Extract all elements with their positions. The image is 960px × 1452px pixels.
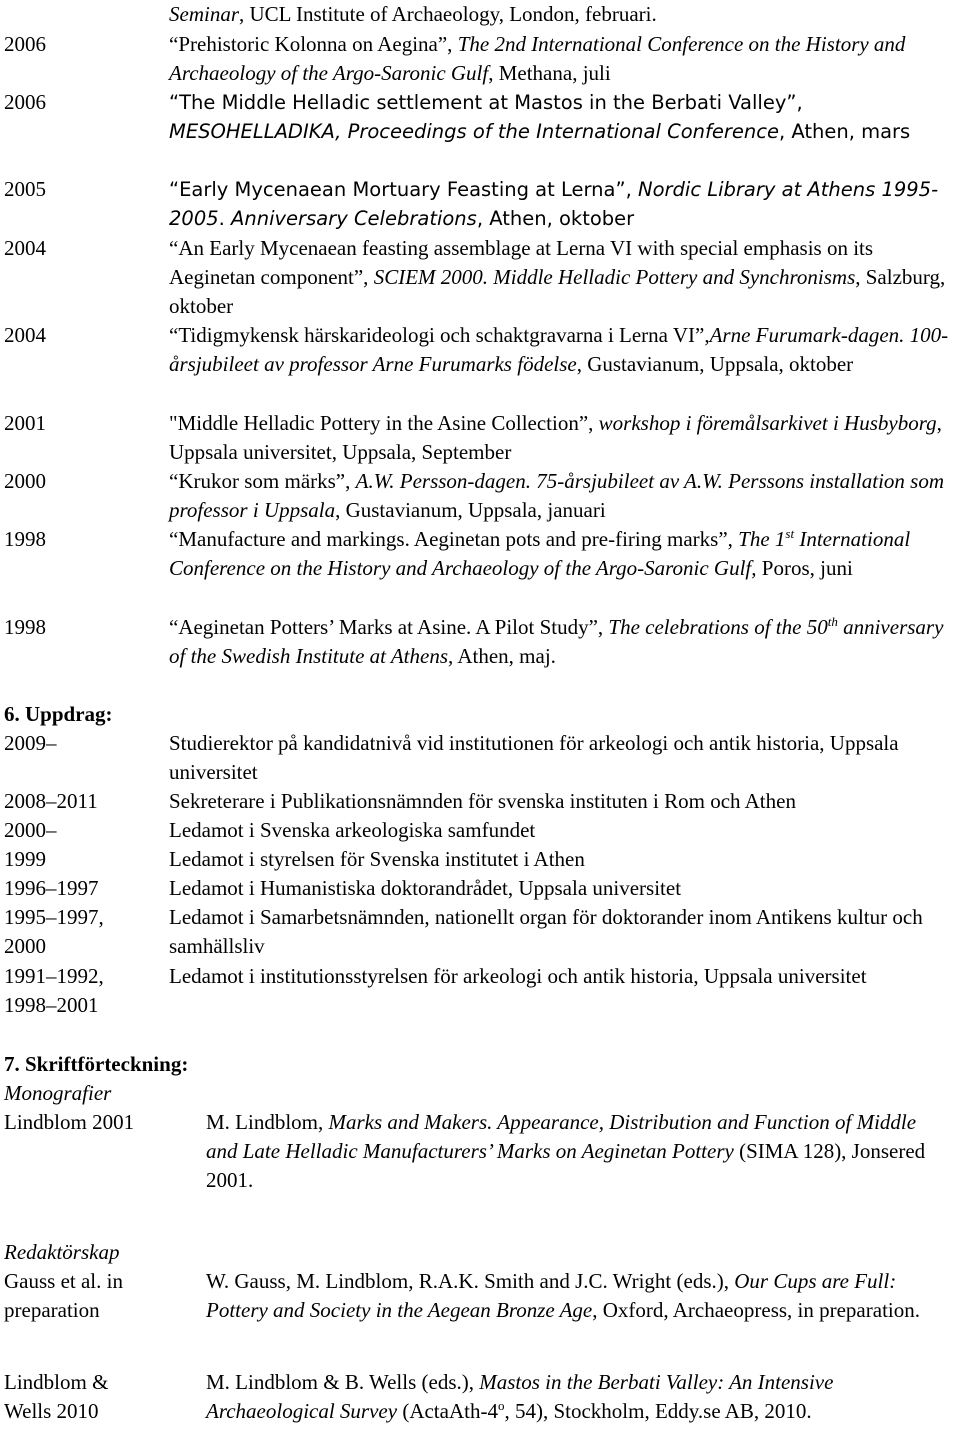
talk-description: “Krukor som märks”, A.W. Persson-dagen. 75-årsjubileet av A.W. Perssons installation som professor i Uppsala, Gustavianum, Uppsala, januari (169, 469, 945, 523)
assignment-date: 1999 (4, 847, 46, 871)
talk-description: “Manufacture and markings. Aeginetan pots and pre-firing marks”, The 1st International Conference on the History and Archaeology of the Argo-Saronic Gulf, Poros, juni (169, 526, 911, 581)
talk-entry (4, 30, 956, 88)
talk-year: 1998 (4, 527, 46, 551)
talk-entry (4, 0, 956, 29)
reference-text: M. Lindblom, Marks and Makers. Appearance, Distribution and Function of Middle and Late Helladic Manufacturers’ Marks on Aeginetan Pottery (SIMA 128), Jonsered 2001. (206, 1110, 926, 1193)
assignment-entry (4, 787, 956, 816)
assignment-date: 1996–1997 (4, 876, 99, 900)
assignment-text: Studierektor på kandidatnivå vid institutionen för arkeologi och antik historia, Uppsala universitet (169, 731, 899, 785)
talk-entry (4, 613, 956, 671)
assignment-text: Sekreterare i Publikationsnämnden för svenska instituten i Rom och Athen (169, 789, 796, 813)
bibliography-entry (4, 1267, 956, 1325)
assignment-date: 1995–1997, 2000 (4, 905, 104, 959)
assignment-text: Ledamot i Svenska arkeologiska samfundet (169, 818, 536, 842)
talk-entry (4, 88, 956, 146)
assignment-entry (4, 903, 956, 961)
assignment-date: 2009– (4, 731, 57, 755)
talk-year: 2006 (4, 32, 46, 56)
talk-entry (4, 409, 956, 467)
reference-key: Lindblom & Wells 2010 (4, 1370, 109, 1424)
assignment-text: Ledamot i institutionsstyrelsen för arkeologi och antik historia, Uppsala universitet (169, 964, 867, 988)
assignment-date: 2008–2011 (4, 789, 98, 813)
subsection-label: Redaktörskap (4, 1240, 120, 1264)
bibliography-entry (4, 1108, 956, 1196)
assignment-entry (4, 874, 956, 903)
assignment-entry (4, 845, 956, 874)
talk-year: 2005 (4, 177, 46, 201)
talk-entry (4, 467, 956, 525)
talk-year: 2001 (4, 411, 46, 435)
talk-year (4, 0, 169, 29)
talk-description: “Tidigmykensk härskarideologi och schaktgravarna i Lerna VI”,Arne Furumark-dagen. 100-årsjubileet av professor Arne Furumarks födelse, Gustavianum, Uppsala, oktober (169, 323, 949, 377)
talk-entry (4, 525, 956, 583)
bibliography-entry (4, 1368, 956, 1426)
assignment-date: 1991–1992, 1998–2001 (4, 964, 104, 1018)
section-heading: 6. Uppdrag: (4, 702, 113, 726)
assignment-text: Ledamot i Humanistiska doktorandrådet, Uppsala universitet (169, 876, 682, 900)
assignment-date: 2000– (4, 818, 57, 842)
talk-description: "Middle Helladic Pottery in the Asine Collection”, workshop i föremålsarkivet i Husbyborg, Uppsala universitet, Uppsala, September (169, 411, 942, 465)
section-heading: 7. Skriftförteckning: (4, 1052, 189, 1076)
talk-description: “Prehistoric Kolonna on Aegina”, The 2nd International Conference on the History and Archaeology of the Argo-Saronic Gulf, Methana, juli (169, 32, 906, 86)
assignment-entry (4, 962, 956, 1020)
assignment-entry (4, 816, 956, 845)
reference-key: Lindblom 2001 (4, 1110, 135, 1134)
talk-description: Seminar, UCL Institute of Archaeology, London, februari. (169, 2, 657, 26)
talk-description: “An Early Mycenaean feasting assemblage at Lerna VI with special emphasis on its Aeginetan component”, SCIEM 2000. Middle Helladic Pottery and Synchronisms, Salzburg, oktober (169, 236, 946, 319)
talk-year: 2006 (4, 90, 46, 114)
assignment-text: Ledamot i Samarbetsnämnden, nationellt organ för doktorander inom Antikens kultur och samhällsliv (169, 905, 923, 959)
talk-entry (4, 234, 956, 322)
reference-text: M. Lindblom & B. Wells (eds.), Mastos in the Berbati Valley: An Intensive Archaeological Survey (ActaAth-4$^o$, 54), Stockholm, Eddy.se AB, 2010. (206, 1370, 834, 1424)
talk-description: “The Middle Helladic settlement at Mastos in the Berbati Valley”, MESOHELLADIKA, Proceedings of the International Conference, Athen, mars (169, 91, 911, 144)
talk-year: 2004 (4, 236, 46, 260)
talk-description: “Aeginetan Potters’ Marks at Asine. A Pilot Study”, The celebrations of the 50th anniversary of the Swedish Institute at Athens, Athen, maj. (169, 614, 944, 669)
talk-description: “Early Mycenaean Mortuary Feasting at Lerna”, Nordic Library at Athens 1995-2005. Anniversary Celebrations, Athen, oktober (169, 178, 939, 231)
talk-year: 2004 (4, 323, 46, 347)
assignment-text: Ledamot i styrelsen för Svenska institutet i Athen (169, 847, 585, 871)
reference-text: W. Gauss, M. Lindblom, R.A.K. Smith and J.C. Wright (eds.), Our Cups are Full: Pottery and Society in the Aegean Bronze Age, Oxford, Archaeopress, in preparation. (206, 1269, 920, 1323)
subsection-label: Monografier (4, 1081, 112, 1105)
reference-key: Gauss et al. in preparation (4, 1269, 129, 1323)
talk-year: 2000 (4, 469, 46, 493)
talk-entry (4, 175, 956, 233)
talk-year: 1998 (4, 615, 46, 639)
assignment-entry (4, 729, 956, 787)
talk-entry (4, 321, 956, 379)
